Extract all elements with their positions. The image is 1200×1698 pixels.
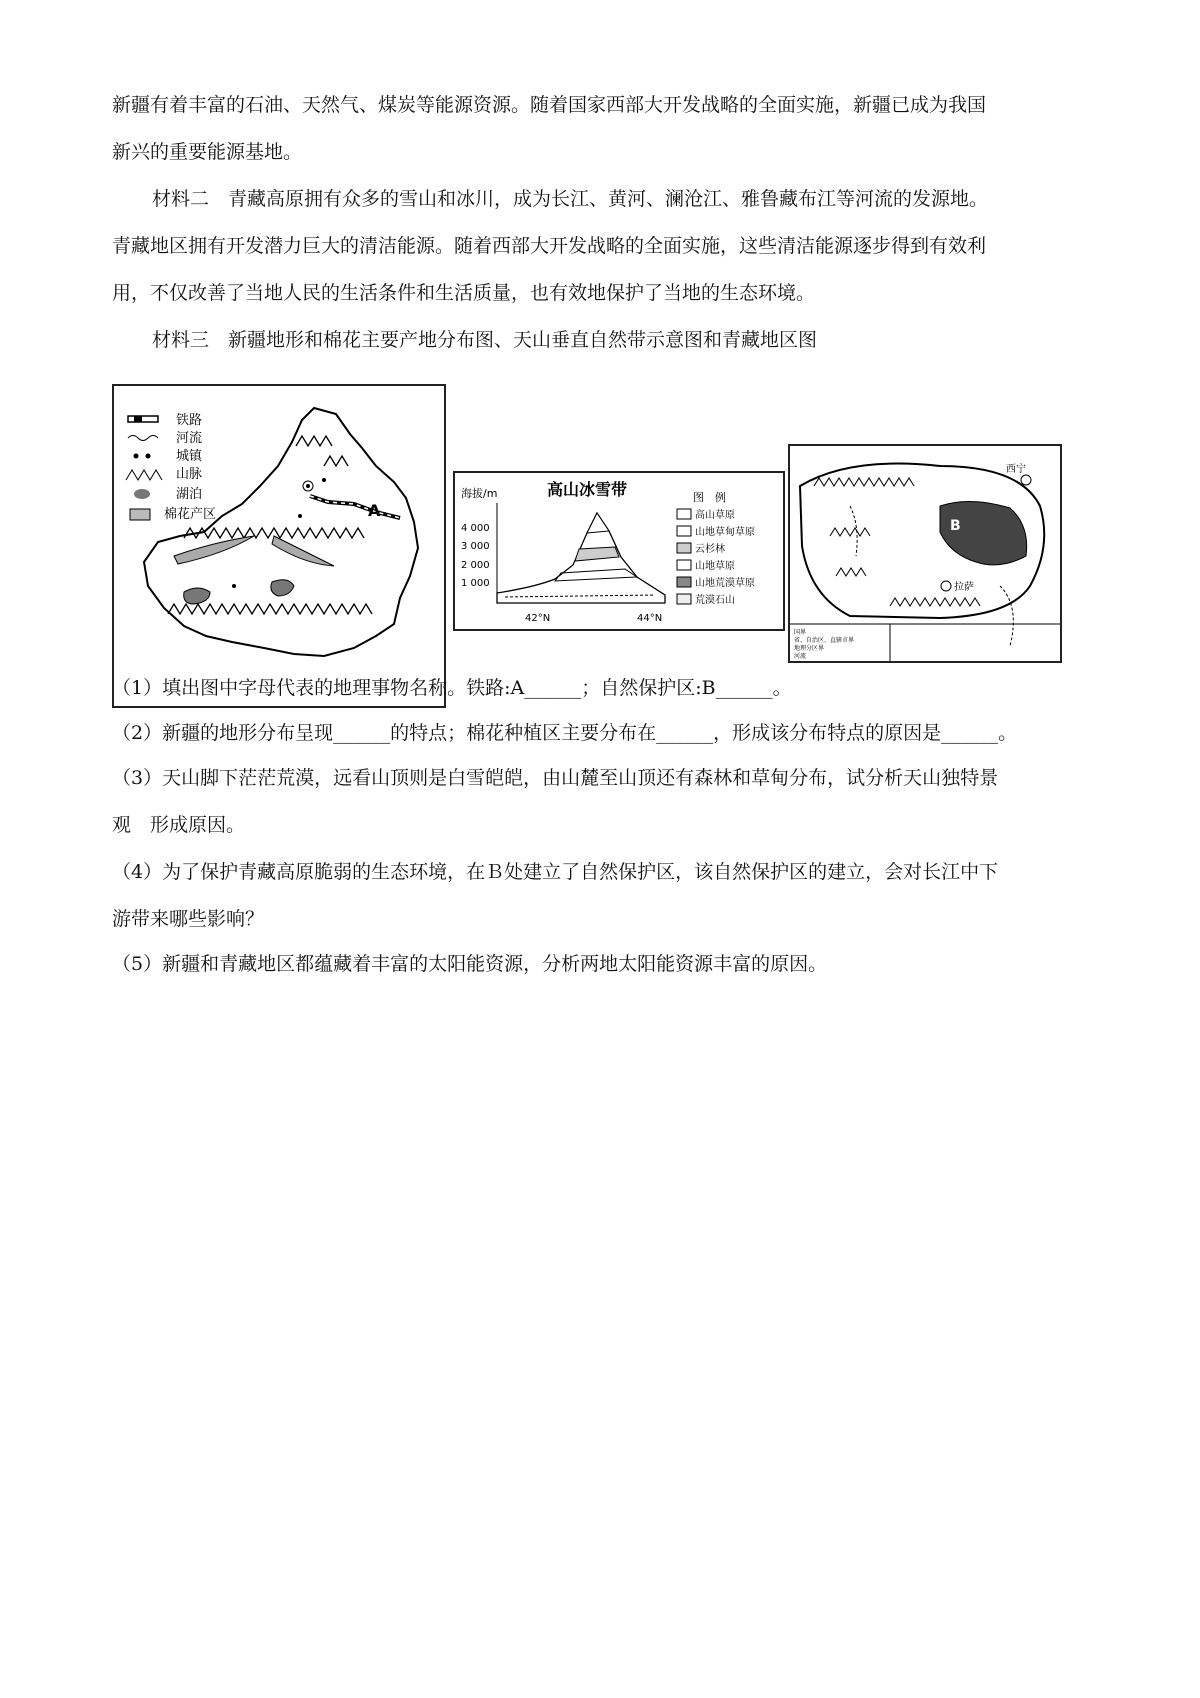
legend-region-border: 地理分区界	[794, 645, 825, 652]
river-legend-icon	[128, 436, 158, 441]
legend-alpine-meadow: 高山草原	[695, 510, 735, 521]
legend-lake-label: 湖泊	[176, 487, 203, 502]
snow-zone	[587, 513, 609, 533]
x-tick-42n: 42°N	[525, 613, 551, 624]
xinjiang-terrain-map	[112, 384, 446, 708]
material2-text-line2: 青藏地区拥有开发潜力巨大的清洁能源。随着西部大开发战略的全面实施，这些清洁能源逐步得到有效利	[112, 235, 987, 257]
material2-text-line3: 用，不仅改善了当地人民的生活条件和生活质量，也有效地保护了当地的生态环境。	[112, 282, 816, 304]
material1-text-line2: 新兴的重要能源基地。	[112, 141, 303, 163]
town-legend-icon	[134, 454, 139, 459]
city-xining: 西宁	[1006, 464, 1026, 475]
y-tick-4000: 4 000	[461, 523, 490, 534]
x-tick-44n: 44°N	[637, 613, 663, 624]
qinghai-tibet-map	[788, 444, 1062, 663]
question-3-line2: 观 形成原因。	[112, 814, 246, 836]
city-lhasa: 拉萨	[954, 582, 974, 593]
question-1: （1）填出图中字母代表的地理事物名称。铁路:A______；自然保护区:B______。	[112, 677, 792, 699]
chart-title: 高山冰雪带	[547, 480, 628, 499]
legend-railway-label: 铁路	[176, 413, 203, 428]
tianshan-chart-drawing	[455, 473, 783, 629]
y-tick-1000: 1 000	[461, 578, 490, 589]
railway-legend-icon	[128, 416, 158, 422]
legend-spruce-forest: 云杉林	[695, 544, 725, 555]
legend-river-label: 河流	[176, 431, 203, 446]
y-tick-3000: 3 000	[461, 541, 490, 552]
material1-text-line1: 新疆有着丰富的石油、天然气、煤炭等能源资源。随着国家西部大开发战略的全面实施，新疆已成为我国	[112, 94, 987, 116]
legend-mountain-meadow-steppe: 山地草甸草原	[695, 527, 755, 538]
question-4-line2: 游带来哪些影响？	[112, 908, 265, 930]
legend-mountain-steppe: 山地草原	[695, 561, 735, 572]
legend-river: 河流	[794, 653, 807, 660]
question-5: （5）新疆和青藏地区都蕴藏着丰富的太阳能资源，分析两地太阳能资源丰富的原因。	[112, 953, 828, 975]
label-b: B	[950, 518, 961, 534]
legend-cotton-label: 棉花产区	[164, 507, 217, 522]
xining-city-icon	[1021, 475, 1031, 485]
xinjiang-map-drawing	[114, 386, 444, 706]
question-4-line1: （4）为了保护青藏高原脆弱的生态环境，在Ｂ处建立了自然保护区，该自然保护区的建立，会对长江中下	[112, 861, 999, 883]
legend-border: 国界	[794, 629, 807, 636]
legend-mountain-label: 山脉	[176, 467, 203, 482]
lake-legend-icon	[134, 489, 150, 499]
legend-desert-rocky: 荒漠石山	[695, 595, 735, 606]
question-3-line1: （3）天山脚下茫茫荒漠，远看山顶则是白雪皑皑，由山麓至山顶还有森林和草甸分布，试分析天山独特景	[112, 767, 999, 789]
lhasa-city-icon	[941, 581, 951, 591]
legend-title: 图 例	[693, 491, 726, 504]
cotton-legend-icon	[130, 509, 150, 520]
material3-caption: 材料三 新疆地形和棉花主要产地分布图、天山垂直自然带示意图和青藏地区图	[152, 329, 818, 351]
y-tick-2000: 2 000	[461, 560, 490, 571]
qinghai-tibet-map-drawing	[790, 446, 1060, 661]
material2-text-line1: 材料二 青藏高原拥有众多的雪山和冰川，成为长江、黄河、澜沧江、雅鲁藏布江等河流的发源地。	[152, 188, 989, 210]
question-2: （2）新疆的地形分布呈现______的特点；棉花种植区主要分布在______，形成该分布特点的原因是______。	[112, 722, 1018, 744]
legend-province-border: 省、自治区、直辖市界	[794, 637, 855, 644]
railway-label-a: A	[368, 501, 381, 520]
y-axis-label: 海拔/m	[461, 487, 498, 500]
tianshan-vertical-zone-chart	[453, 471, 785, 631]
legend-mountain-desert-steppe: 山地荒漠草原	[695, 578, 755, 589]
legend-town-label: 城镇	[176, 449, 203, 464]
mountain-legend-icon	[126, 470, 162, 480]
